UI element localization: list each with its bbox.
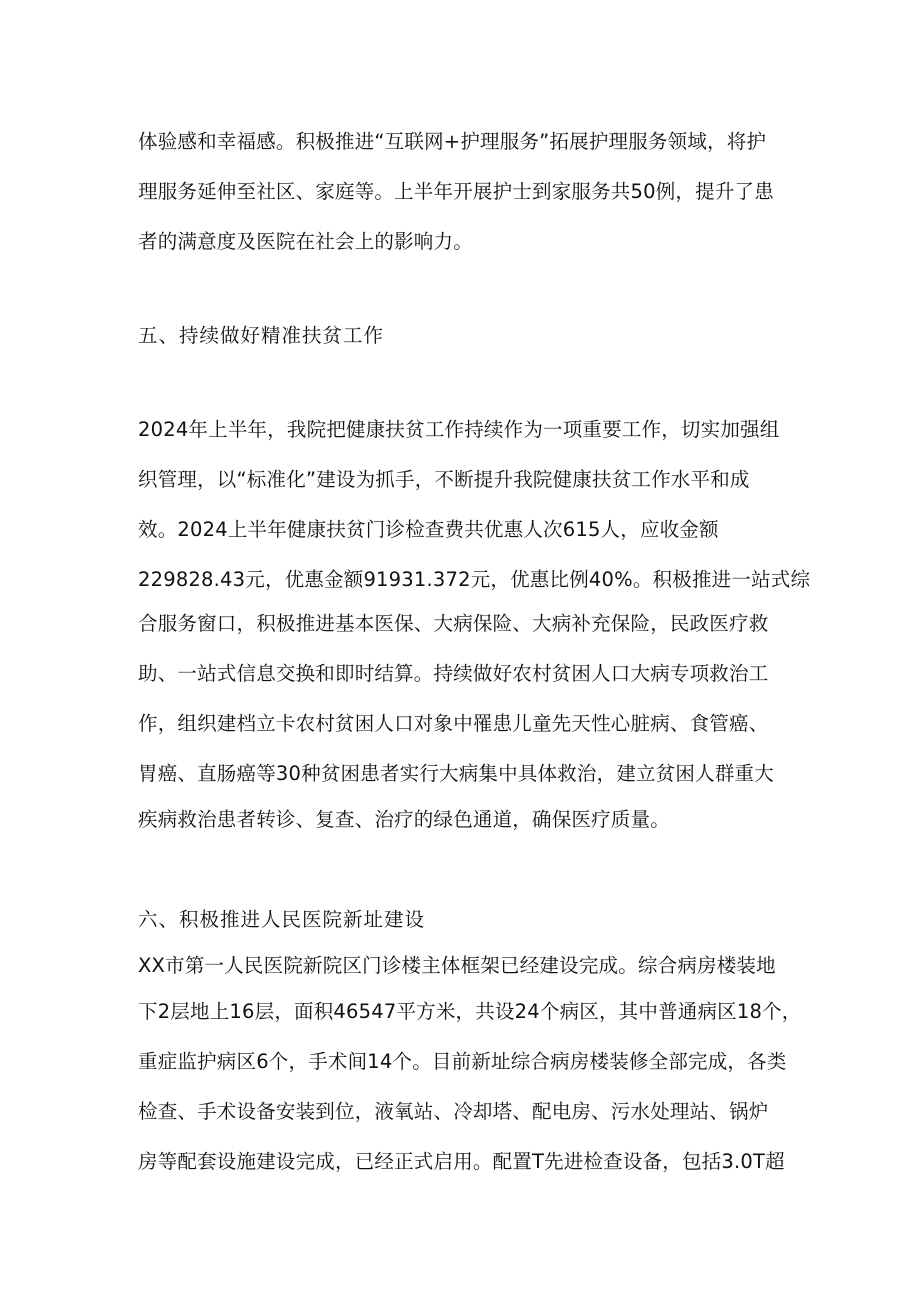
paragraph-line: 229828.43元，优惠金额91931.372元，优惠比例40%。积极推进一站式综 bbox=[138, 568, 811, 591]
paragraph-line: 2024年上半年，我院把健康扶贫工作持续作为一项重要工作，切实加强组 bbox=[138, 418, 780, 441]
section-heading: 六、积极推进人民医院新址建设 bbox=[138, 908, 426, 931]
paragraph-line: 检查、手术设备安装到位，液氧站、冷却塔、配电房、污水处理站、锅炉 bbox=[138, 1100, 769, 1123]
paragraph-line: 效。2024上半年健康扶贫门诊检查费共优惠人次615人，应收金额 bbox=[138, 518, 719, 541]
paragraph-line: XX市第一人民医院新院区门诊楼主体框架已经建设完成。综合病房楼装地 bbox=[138, 954, 776, 977]
paragraph-line: 体验感和幸福感。积极推进“互联网+护理服务”拓展护理服务领域，将护 bbox=[138, 130, 767, 153]
paragraph-line: 重症监护病区6个，手术间14个。目前新址综合病房楼装修全部完成，各类 bbox=[138, 1050, 787, 1073]
paragraph-line: 疾病救治患者转诊、复查、治疗的绿色通道，确保医疗质量。 bbox=[138, 808, 670, 831]
paragraph-line: 助、一站式信息交换和即时结算。持续做好农村贫困人口大病专项救治工 bbox=[138, 662, 769, 685]
paragraph-line: 织管理，以“标准化”建设为抓手，不断提升我院健康扶贫工作水平和成 bbox=[138, 468, 750, 491]
paragraph-line: 下2层地上16层，面积46547平方米，共设24个病区，其中普通病区18个， bbox=[138, 1000, 802, 1023]
paragraph-line: 作，组织建档立卡农村贫困人口对象中罹患儿童先天性心脏病、食管癌、 bbox=[138, 712, 769, 735]
paragraph-line: 房等配套设施建设完成，已经正式启用。配置T先进检查设备，包括3.0T超 bbox=[138, 1150, 785, 1173]
paragraph-line: 者的满意度及医院在社会上的影响力。 bbox=[138, 230, 473, 253]
paragraph-line: 合服务窗口，积极推进基本医保、大病保险、大病补充保险，民政医疗救 bbox=[138, 612, 769, 635]
paragraph-line: 胃癌、直肠癌等30种贫困患者实行大病集中具体救治，建立贫困人群重大 bbox=[138, 762, 774, 785]
paragraph-line: 理服务延伸至社区、家庭等。上半年开展护士到家服务共50例，提升了患 bbox=[138, 180, 774, 203]
section-heading: 五、持续做好精准扶贫工作 bbox=[138, 324, 385, 347]
